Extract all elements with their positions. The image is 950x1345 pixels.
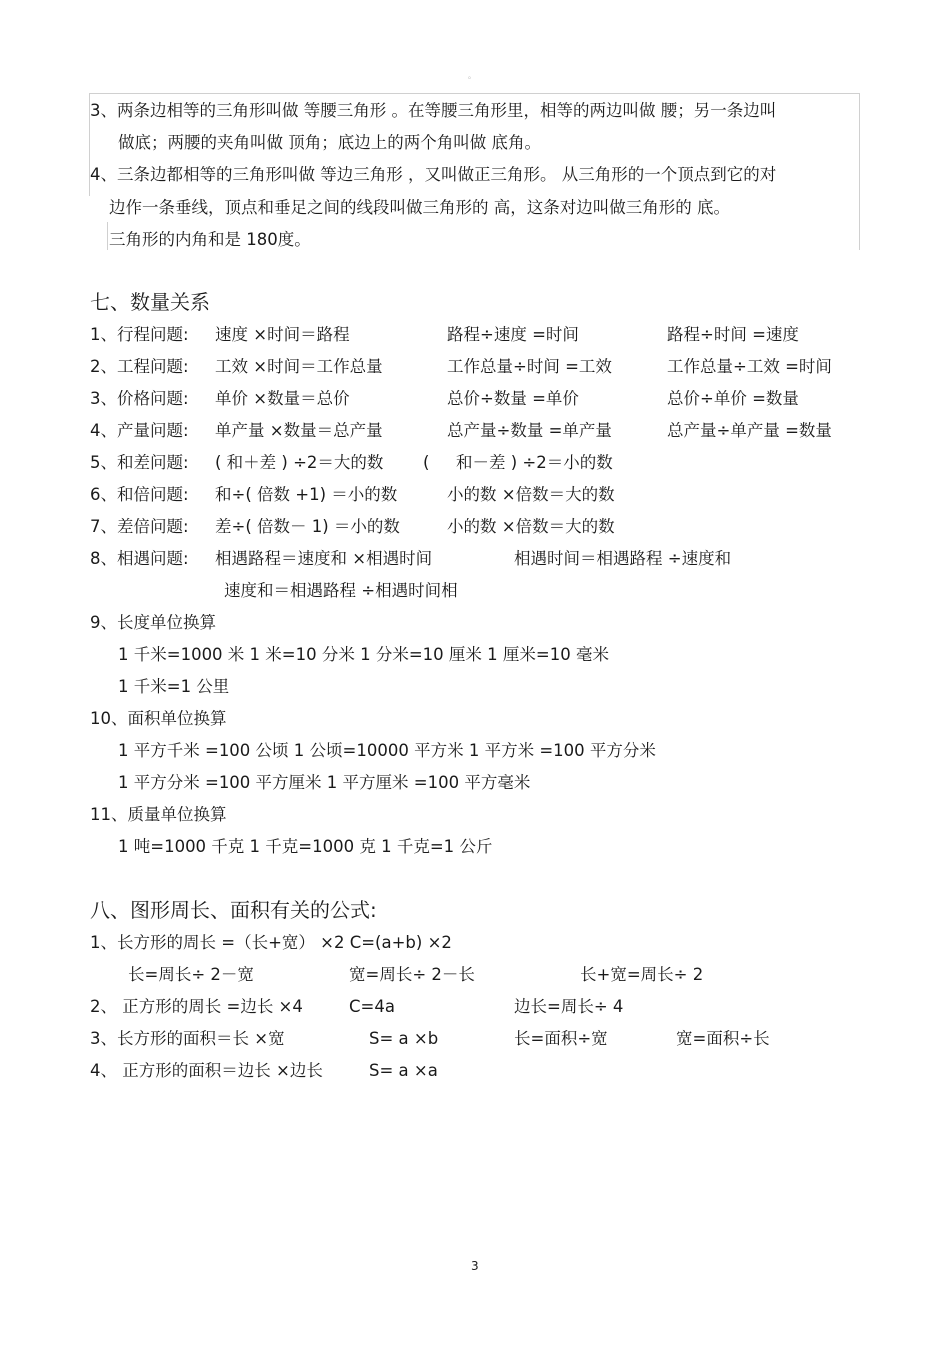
s6-line-5: 三角形的内角和是 180度。 xyxy=(109,230,311,249)
formula-2-a: 2、 正方形的周长 =边长 ×4 xyxy=(90,997,303,1016)
row-7-formula-b: 小的数 ×倍数＝大的数 xyxy=(447,517,615,536)
row-5-formula-a: ( 和＋差 ) ÷2＝大的数 xyxy=(215,453,384,472)
box-top-border xyxy=(89,93,860,94)
formula-4-a: 4、 正方形的面积＝边长 ×边长 xyxy=(90,1061,323,1080)
row-4-formula-b: 总产量÷数量 =单产量 xyxy=(447,421,612,440)
row-5-formula-b: 和－差 ) ÷2＝小的数 xyxy=(456,453,613,472)
page-number: 3 xyxy=(471,1259,479,1273)
row-9-line-a: 1 千米=1000 米 1 米=10 分米 1 分米=10 厘米 1 厘米=10 毫米 xyxy=(118,645,609,664)
s6-line-3: 4、三条边都相等的三角形叫做 等边三角形 ，又叫做正三角形。 从三角形的一个顶点到它的对 xyxy=(90,165,777,184)
row-3-formula-c: 总价÷单价 =数量 xyxy=(667,389,799,408)
s6-line-2: 做底；两腰的夹角叫做 顶角；底边上的两个角叫做 底角。 xyxy=(118,133,541,152)
formula-3-a: 3、长方形的面积＝长 ×宽 xyxy=(90,1029,285,1048)
row-8-formula-c: 速度和＝相遇路程 ÷相遇时间相 xyxy=(224,581,458,600)
top-mark: 。 xyxy=(468,71,476,80)
row-10-line-b: 1 平方分米 =100 平方厘米 1 平方厘米 =100 平方毫米 xyxy=(118,773,531,792)
row-10-label: 10、面积单位换算 xyxy=(90,709,227,728)
row-6-formula-b: 小的数 ×倍数＝大的数 xyxy=(447,485,615,504)
row-11-label: 11、质量单位换算 xyxy=(90,805,227,824)
row-4-formula-c: 总产量÷单产量 =数量 xyxy=(667,421,832,440)
row-5-label: 5、和差问题: xyxy=(90,453,189,472)
formula-3-b: S= a ×b xyxy=(369,1029,439,1048)
row-5-paren: ( xyxy=(423,453,430,472)
box-left-border-inner xyxy=(107,222,108,250)
formula-1: 1、长方形的周长 =（长+宽） ×2 C=(a+b) ×2 xyxy=(90,933,452,952)
row-3-formula-b: 总价÷数量 =单价 xyxy=(447,389,579,408)
row-8-formula-a: 相遇路程＝速度和 ×相遇时间 xyxy=(215,549,433,568)
s6-line-4: 边作一条垂线，顶点和垂足之间的线段叫做三角形的 高，这条对边叫做三角形的 底。 xyxy=(109,198,730,217)
formula-4-b: S= a ×a xyxy=(369,1061,438,1080)
row-3-label: 3、价格问题: xyxy=(90,389,189,408)
formula-3-c: 长=面积÷宽 xyxy=(514,1029,608,1048)
row-7-formula-a: 差÷( 倍数－ 1) ＝小的数 xyxy=(215,517,400,536)
row-6-formula-a: 和÷( 倍数 +1) ＝小的数 xyxy=(215,485,398,504)
row-6-label: 6、和倍问题: xyxy=(90,485,189,504)
row-10-line-a: 1 平方千米 =100 公顷 1 公顷=10000 平方米 1 平方米 =100 平方分米 xyxy=(118,741,656,760)
row-9-label: 9、长度单位换算 xyxy=(90,613,216,632)
formula-2-c: 边长=周长÷ 4 xyxy=(514,997,624,1016)
row-2-label: 2、工程问题: xyxy=(90,357,189,376)
row-4-formula-a: 单产量 ×数量＝总产量 xyxy=(215,421,383,440)
row-1-formula-a: 速度 ×时间＝路程 xyxy=(215,325,350,344)
row-8-formula-b: 相遇时间＝相遇路程 ÷速度和 xyxy=(514,549,732,568)
formula-1-b: 宽=周长÷ 2－长 xyxy=(349,965,475,984)
row-4-label: 4、产量问题: xyxy=(90,421,189,440)
formula-3-d: 宽=面积÷长 xyxy=(676,1029,770,1048)
s6-line-1: 3、两条边相等的三角形叫做 等腰三角形 。在等腰三角形里，相等的两边叫做 腰；另一条边叫 xyxy=(90,101,777,120)
row-7-label: 7、差倍问题: xyxy=(90,517,189,536)
row-2-formula-b: 工作总量÷时间 =工效 xyxy=(447,357,612,376)
section-7-heading: 七、数量关系 xyxy=(90,290,210,314)
section-8-heading: 八、图形周长、面积有关的公式: xyxy=(90,898,377,922)
row-2-formula-c: 工作总量÷工效 =时间 xyxy=(667,357,832,376)
row-1-formula-c: 路程÷时间 =速度 xyxy=(667,325,799,344)
formula-1-c: 长+宽=周长÷ 2 xyxy=(580,965,704,984)
box-right-border xyxy=(859,93,860,250)
row-1-label: 1、行程问题: xyxy=(90,325,189,344)
row-8-label: 8、相遇问题: xyxy=(90,549,189,568)
row-11-line-a: 1 吨=1000 千克 1 千克=1000 克 1 千克=1 公斤 xyxy=(118,837,493,856)
formula-1-a: 长=周长÷ 2－宽 xyxy=(128,965,254,984)
row-3-formula-a: 单价 ×数量＝总价 xyxy=(215,389,350,408)
formula-2-b: C=4a xyxy=(349,997,395,1016)
row-9-line-b: 1 千米=1 公里 xyxy=(118,677,230,696)
row-1-formula-b: 路程÷速度 =时间 xyxy=(447,325,579,344)
row-2-formula-a: 工效 ×时间＝工作总量 xyxy=(215,357,383,376)
